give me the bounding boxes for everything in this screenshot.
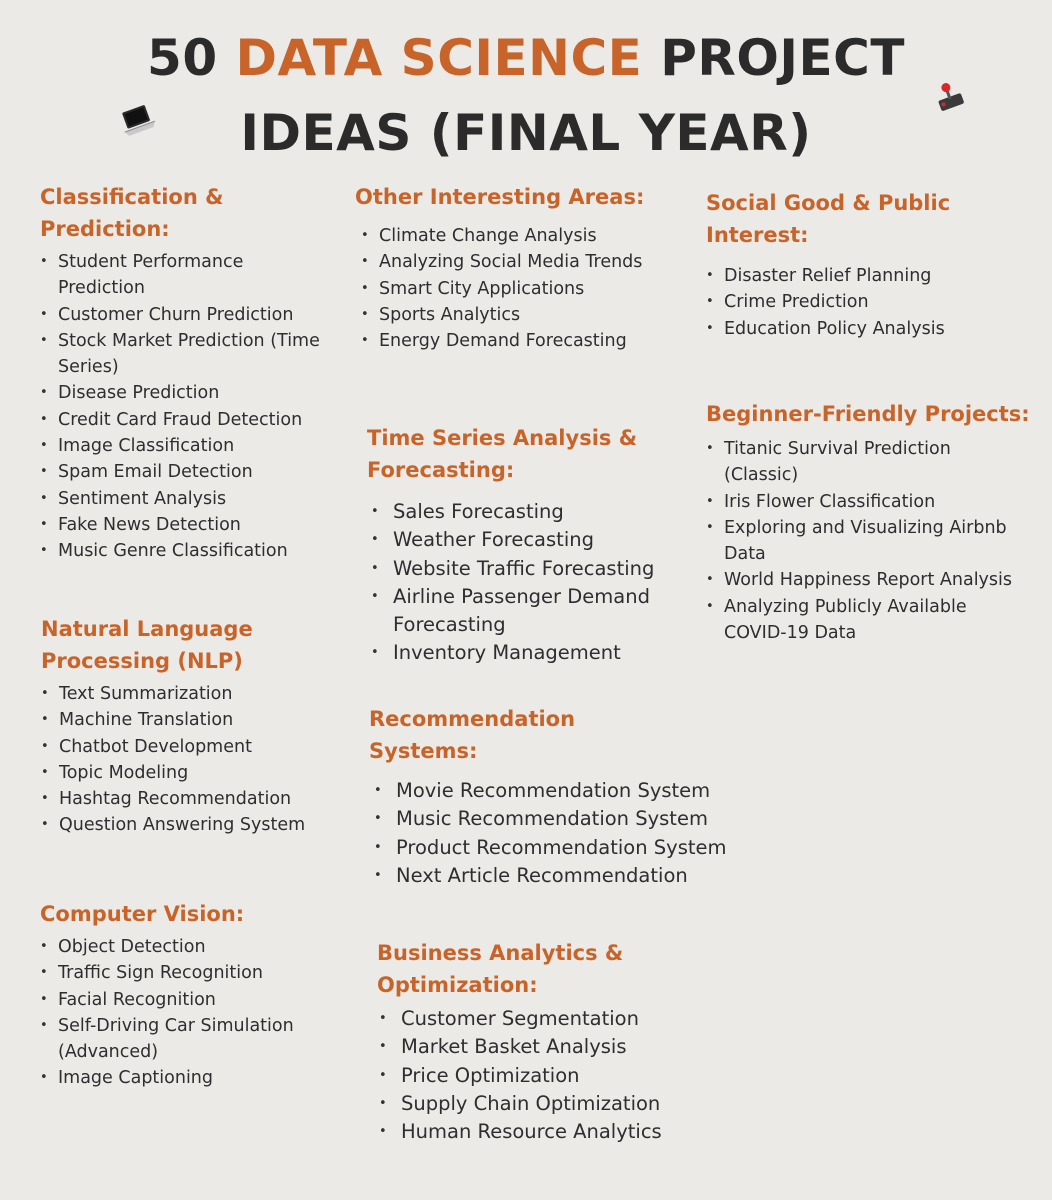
- recommendation-list: [374, 777, 769, 890]
- recommendation-section: [369, 703, 769, 890]
- list-item: • Object Detection: [40, 934, 340, 960]
- list-item: • Fake News Detection: [40, 512, 350, 538]
- list-item: • Smart City Applications: [361, 276, 675, 302]
- list-item: • Education Policy Analysis: [706, 316, 1036, 342]
- list-item: • Topic Modeling: [41, 760, 341, 786]
- other-areas-list: [361, 223, 675, 354]
- list-item: • Website Traffic Forecasting: [371, 555, 687, 583]
- classification-list: [40, 249, 350, 565]
- list-item: • Next Article Recommendation: [374, 862, 769, 890]
- list-item: • Supply Chain Optimization: [379, 1090, 707, 1118]
- list-item: • Climate Change Analysis: [361, 223, 675, 249]
- list-item: • Image Captioning: [40, 1065, 340, 1091]
- list-item: • Sports Analytics: [361, 302, 675, 328]
- social-good-list: [706, 263, 1036, 342]
- list-item: • Movie Recommendation System: [374, 777, 769, 805]
- beginner-list: [706, 436, 1046, 646]
- title-suffix: PROJECT: [642, 29, 905, 87]
- nlp-list: [41, 681, 341, 839]
- section-heading: Beginner-Friendly Projects:: [706, 402, 1030, 426]
- beginner-section: [706, 398, 1046, 646]
- list-item: • Facial Recognition: [40, 987, 340, 1013]
- list-item: • Market Basket Analysis: [379, 1033, 707, 1061]
- list-item: • Exploring and Visualizing Airbnb Data: [706, 515, 1039, 568]
- list-item: • Spam Email Detection: [40, 459, 350, 485]
- list-item: • Analyzing Publicly Available COVID-19 Data: [706, 594, 1004, 647]
- section-heading: Classification & Prediction:: [40, 185, 224, 241]
- list-item: • Airline Passenger Demand Forecasting: [371, 583, 673, 640]
- list-item: • Credit Card Fraud Detection: [40, 407, 350, 433]
- list-item: • Analyzing Social Media Trends: [361, 249, 675, 275]
- time-series-section: [367, 422, 687, 668]
- list-item: • Sentiment Analysis: [40, 486, 350, 512]
- time-series-list: [371, 498, 687, 668]
- list-item: • Crime Prediction: [706, 289, 1036, 315]
- title-prefix: 50: [147, 29, 236, 87]
- section-heading: Business Analytics & Optimization:: [377, 941, 624, 997]
- title-accent: DATA SCIENCE: [235, 29, 643, 87]
- list-item: • Sales Forecasting: [371, 498, 687, 526]
- other-areas-section: [355, 181, 675, 354]
- section-heading: Time Series Analysis & Forecasting:: [367, 426, 638, 482]
- list-item: • World Happiness Report Analysis: [706, 567, 1046, 593]
- laptop-icon: [118, 104, 158, 140]
- list-item: • Iris Flower Classification: [706, 489, 1046, 515]
- list-item: • Image Classification: [40, 433, 350, 459]
- social-good-section: [706, 187, 1036, 342]
- classification-section: [40, 181, 350, 565]
- page-title-line-2: IDEAS (FINAL YEAR): [240, 104, 812, 162]
- list-item: • Inventory Management: [371, 639, 687, 667]
- section-heading: Social Good & Public Interest:: [706, 191, 951, 247]
- list-item: • Hashtag Recommendation: [41, 786, 341, 812]
- list-item: • Question Answering System: [41, 812, 341, 838]
- list-item: • Text Summarization: [41, 681, 341, 707]
- list-item: • Human Resource Analytics: [379, 1118, 707, 1146]
- list-item: • Customer Segmentation: [379, 1005, 707, 1033]
- list-item: • Weather Forecasting: [371, 526, 687, 554]
- page-title-line-1: [0, 26, 1052, 90]
- list-item: • Traffic Sign Recognition: [40, 960, 340, 986]
- list-item: • Energy Demand Forecasting: [361, 328, 675, 354]
- nlp-section: [41, 613, 341, 839]
- list-item: • Stock Market Prediction (Time Series): [40, 328, 348, 381]
- list-item: • Music Recommendation System: [374, 805, 769, 833]
- list-item: • Customer Churn Prediction: [40, 302, 350, 328]
- list-item: • Disease Prediction: [40, 380, 350, 406]
- list-item: • Price Optimization: [379, 1062, 707, 1090]
- business-analytics-section: [377, 937, 707, 1146]
- list-item: • Chatbot Development: [41, 734, 341, 760]
- list-item: • Machine Translation: [41, 707, 341, 733]
- section-heading: Other Interesting Areas:: [355, 185, 645, 209]
- list-item: • Student Performance Prediction: [40, 249, 258, 302]
- business-analytics-list: [379, 1005, 707, 1146]
- list-item: • Product Recommendation System: [374, 834, 769, 862]
- joystick-icon: [932, 80, 966, 112]
- computer-vision-list: [40, 934, 340, 1092]
- list-item: • Disaster Relief Planning: [706, 263, 1036, 289]
- computer-vision-section: [40, 898, 340, 1092]
- section-heading: Recommendation Systems:: [369, 707, 576, 763]
- section-heading: Computer Vision:: [40, 902, 245, 926]
- list-item: • Self-Driving Car Simulation (Advanced): [40, 1013, 318, 1066]
- section-heading: Natural Language Processing (NLP): [41, 617, 253, 673]
- list-item: • Titanic Survival Prediction (Classic): [706, 436, 994, 489]
- list-item: • Music Genre Classification: [40, 538, 350, 564]
